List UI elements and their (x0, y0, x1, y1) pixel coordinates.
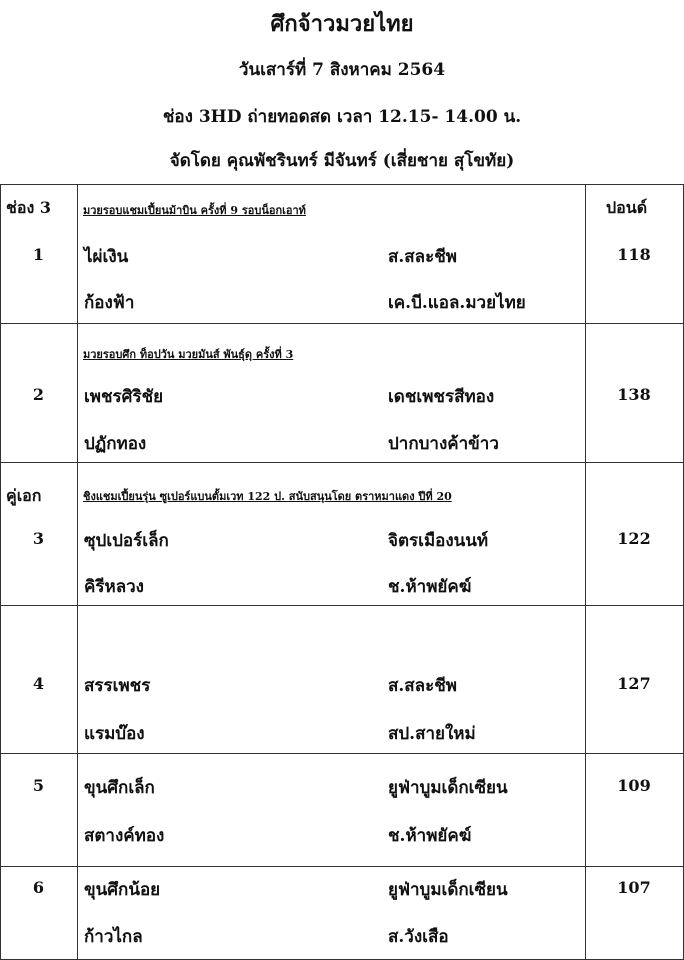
bout-title: ชิงแชมเปี้ยนรุ่น ซูเปอร์แบนตั้มเวท 122 ป. สนับสนุนโดย ตราหมาแดง ปีที่ 20 (83, 490, 452, 503)
red-corner-camp: ยูฟ่าบูมเด็กเซียน (388, 778, 508, 798)
table-border-left (0, 184, 1, 960)
bout-weight: 138 (617, 385, 651, 404)
red-corner-camp: ส.สละชีพ (388, 247, 457, 267)
row-divider (0, 605, 684, 606)
row-divider (0, 184, 684, 185)
broadcast-info: ช่อง 3HD ถ่ายทอดสด เวลา 12.15- 14.00 น. (162, 107, 522, 127)
bout-number: 4 (32, 674, 45, 693)
blue-corner-fighter: แรมบ๊อง (84, 724, 145, 744)
bout-title: มวยรอบศึก ท็อปวัน มวยมันส์ พันธุ์ดุ ครั้งที่ 3 (83, 348, 294, 361)
bout-number: 2 (32, 385, 45, 404)
channel-header: ช่อง 3 (6, 198, 51, 217)
row-divider (0, 323, 684, 324)
bout-weight: 107 (617, 878, 651, 897)
blue-corner-camp: ส.วังเสือ (388, 927, 449, 947)
blue-corner-camp: ปากบางค้าข้าว (388, 434, 499, 454)
blue-corner-fighter: ก้าวไกล (84, 927, 143, 947)
red-corner-fighter: สรรเพชร (84, 676, 151, 696)
page-header (0, 0, 684, 180)
blue-corner-camp: สป.สายใหม่ (388, 724, 476, 744)
fight-card-table (0, 184, 684, 960)
red-corner-fighter: เพชรศิริชัย (84, 387, 164, 407)
red-corner-camp: จิตรเมืองนนท์ (388, 531, 489, 551)
blue-corner-fighter: สตางค์ทอง (84, 826, 165, 846)
blue-corner-camp: ช.ห้าพยัคฆ์ (388, 577, 472, 597)
event-date: วันเสาร์ที่ 7 สิงหาคม 2564 (238, 60, 446, 80)
row-divider (0, 462, 684, 463)
blue-corner-camp: เค.บี.แอล.มวยไทย (388, 293, 526, 313)
row-divider (0, 866, 684, 867)
red-corner-fighter: ไผ่เงิน (84, 247, 129, 267)
red-corner-camp: ยูฟ่าบูมเด็กเซียน (388, 880, 508, 900)
column-divider-left (77, 184, 78, 960)
bout-weight: 127 (617, 674, 651, 693)
blue-corner-fighter: ปฏักทอง (84, 434, 147, 454)
main-event-label: คู่เอก (6, 486, 42, 505)
bout-number: 1 (32, 245, 45, 264)
bout-weight: 118 (617, 245, 651, 264)
bout-weight: 122 (617, 529, 651, 548)
bout-number: 3 (32, 529, 45, 548)
red-corner-fighter: ซุปเปอร์เล็ก (84, 531, 169, 551)
bout-title: มวยรอบแชมเปี้ยนม้าบิน ครั้งที่ 9 รอบน็อกเอาท์ (83, 204, 306, 217)
weight-header: ปอนด์ (606, 198, 648, 217)
bout-weight: 109 (617, 776, 651, 795)
red-corner-fighter: ขุนศึกน้อย (84, 880, 161, 900)
event-title: ศึกจ้าวมวยไทย (270, 11, 414, 37)
column-divider-right (585, 184, 586, 960)
organizer-info: จัดโดย คุณพัชรินทร์ มีจันทร์ (เสี่ยชาย สุโขทัย) (169, 151, 515, 171)
blue-corner-camp: ช.ห้าพยัคฆ์ (388, 826, 472, 846)
bout-number: 5 (32, 776, 45, 795)
bout-number: 6 (32, 878, 45, 897)
row-divider (0, 753, 684, 754)
red-corner-fighter: ขุนศึกเล็ก (84, 778, 155, 798)
red-corner-camp: ส.สละชีพ (388, 676, 457, 696)
blue-corner-fighter: คิรีหลวง (84, 577, 144, 597)
blue-corner-fighter: ก้องฟ้า (84, 293, 135, 313)
red-corner-camp: เดชเพชรสีทอง (388, 387, 495, 407)
